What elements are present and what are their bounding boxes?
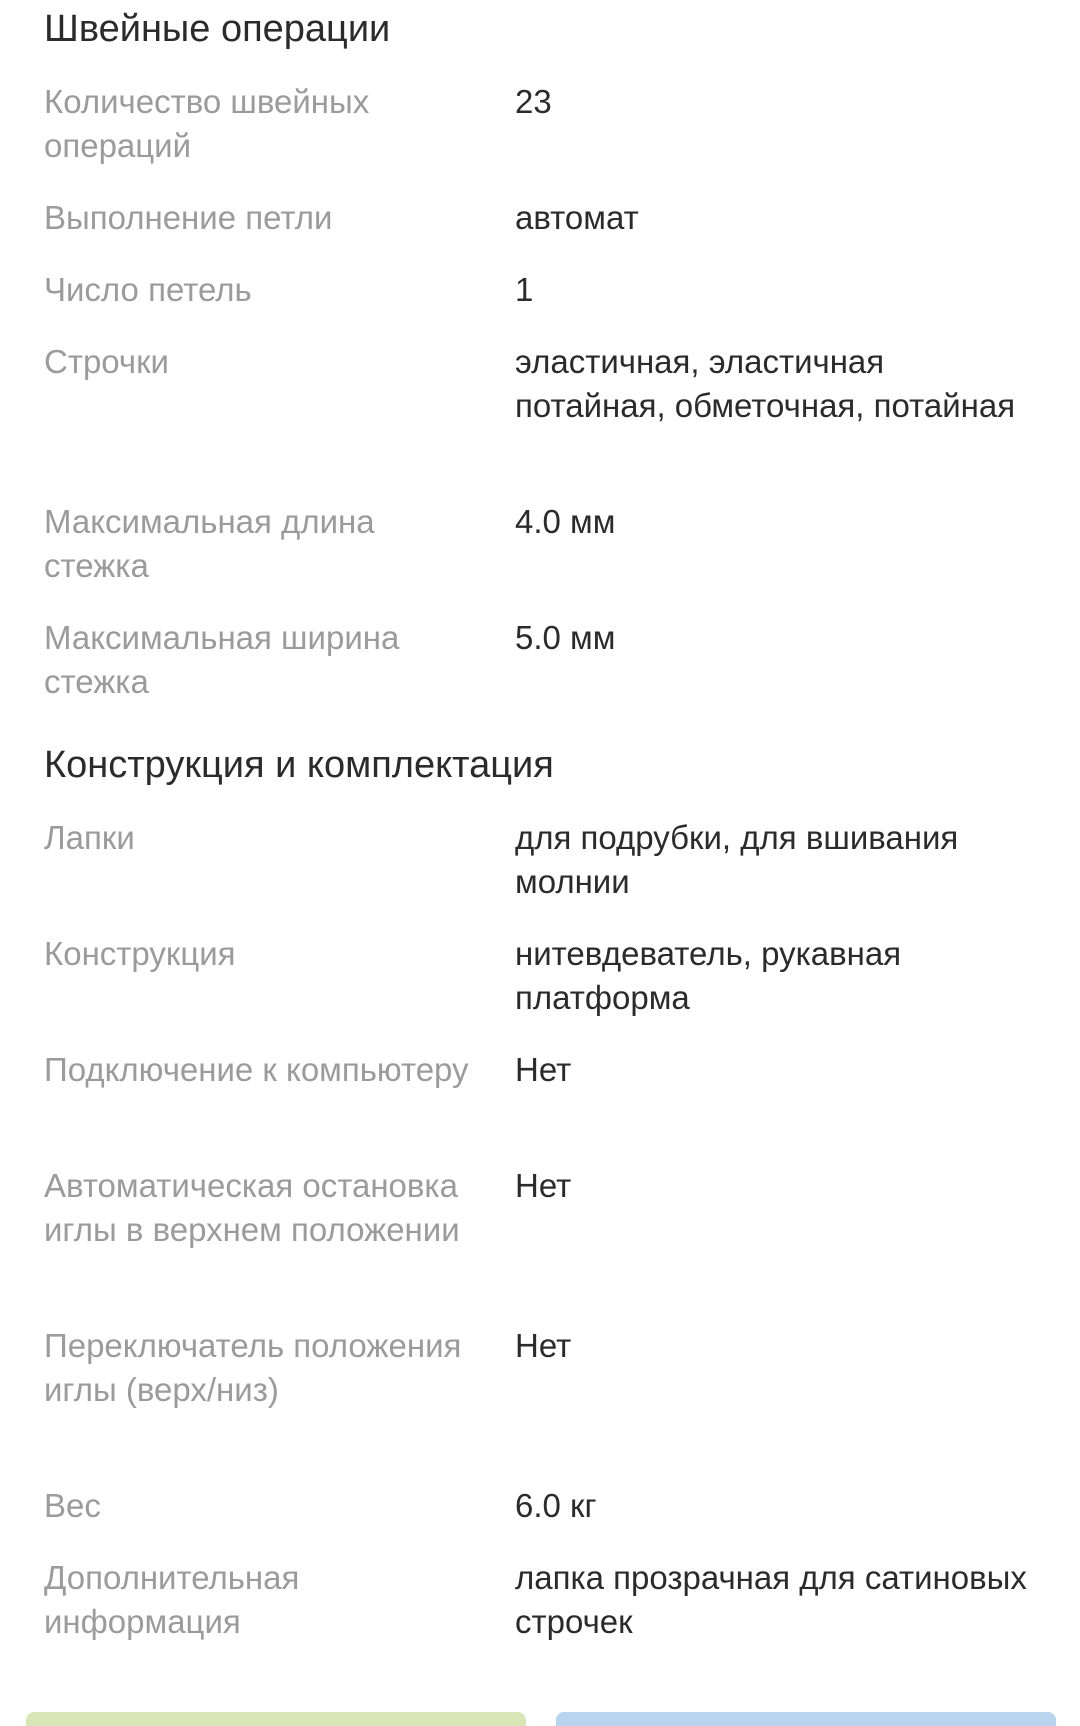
spec-label: Лапки [44,819,135,856]
spec-value: автомат [515,199,639,236]
spec-label: Дополнительная информация [44,1559,300,1640]
spec-label: Конструкция [44,935,236,972]
spec-value: Нет [515,1327,572,1364]
spec-value: 4.0 мм [515,503,616,540]
spec-value: 1 [515,271,534,308]
spec-value: 5.0 мм [515,619,616,656]
spec-label: Максимальная ширина стежка [44,619,400,700]
section-title-construction: Конструкция и комплектация [44,744,554,786]
spec-value: для подрубки, для вшивания молнии [515,819,959,900]
spec-value: лапка прозрачная для сатиновых строчек [515,1559,1027,1640]
spec-label: Строчки [44,343,169,380]
spec-label: Максимальная длина стежка [44,503,375,584]
bottom-action-button-left[interactable] [26,1712,526,1726]
spec-value: нитевдеватель, рукавная платформа [515,935,902,1016]
bottom-action-button-right[interactable] [556,1712,1056,1726]
spec-label: Подключение к компьютеру [44,1051,469,1088]
spec-value: 6.0 кг [515,1487,597,1524]
spec-label: Автоматическая остановка иглы в верхнем положении [44,1167,460,1248]
spec-value: Нет [515,1167,572,1204]
spec-label: Число петель [44,271,252,308]
spec-label: Выполнение петли [44,199,333,236]
section-title-sewing-operations: Швейные операции [44,8,391,50]
spec-value: 23 [515,83,552,120]
spec-value: эластичная, эластичная потайная, обметочная, потайная [515,343,1016,424]
spec-label: Количество швейных операций [44,83,370,164]
spec-label: Вес [44,1487,101,1524]
spec-label: Переключатель положения иглы (верх/низ) [44,1327,462,1408]
spec-value: Нет [515,1051,572,1088]
